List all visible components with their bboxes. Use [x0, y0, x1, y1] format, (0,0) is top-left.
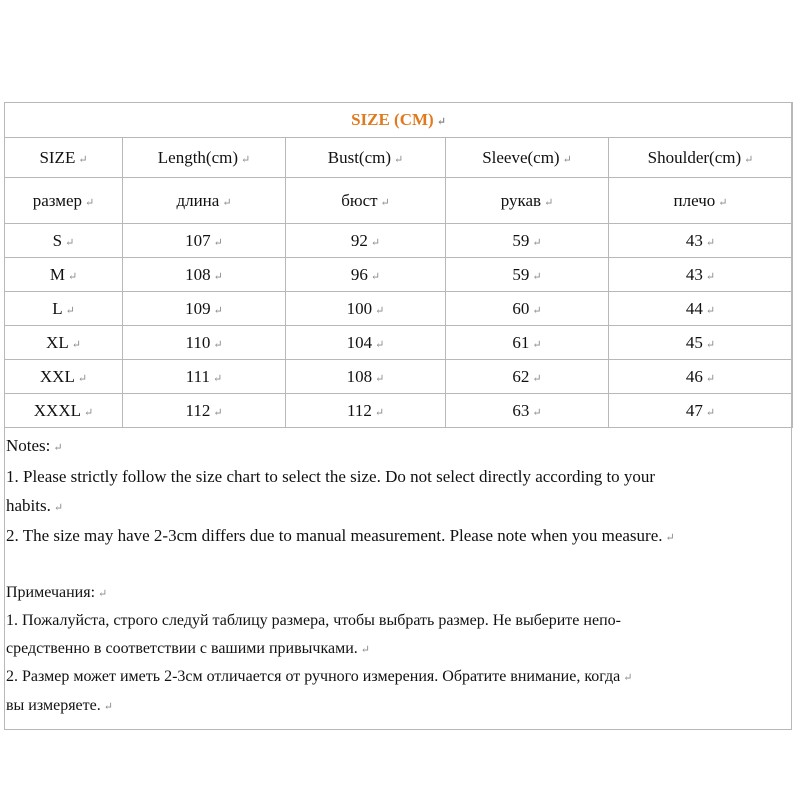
table-cell: S ↵	[5, 224, 123, 258]
table-cell: XL ↵	[5, 326, 123, 360]
table-cell: 110 ↵	[123, 326, 286, 360]
table-cell: XXL ↵	[5, 360, 123, 394]
paragraph-mark-icon: ↵	[222, 196, 232, 209]
table-cell: 46 ↵	[609, 360, 793, 394]
table-cell: 112 ↵	[123, 394, 286, 428]
header-row	[5, 138, 793, 178]
table-row	[5, 292, 793, 326]
note-en-2: 2. The size may have 2-3cm differs due to manual measurement. Please note when you measure. ↵	[6, 526, 675, 545]
paragraph-mark-icon: ↵	[705, 304, 716, 317]
paragraph-mark-icon: ↵	[65, 304, 75, 317]
paragraph-mark-icon: ↵	[53, 502, 64, 514]
paragraph-mark-icon: ↵	[705, 338, 716, 351]
paragraph-mark-icon: ↵	[718, 196, 728, 209]
paragraph-mark-icon: ↵	[532, 236, 542, 249]
paragraph-mark-icon: ↵	[705, 270, 716, 283]
paragraph-mark-icon: ↵	[103, 701, 113, 713]
table-cell: 111 ↵	[123, 360, 286, 394]
paragraph-mark-icon: ↵	[562, 153, 572, 166]
paragraph-mark-icon: ↵	[532, 304, 542, 317]
paragraph-mark-icon: ↵	[375, 372, 385, 385]
table-cell: 109 ↵	[123, 292, 286, 326]
paragraph-mark-icon: ↵	[360, 644, 371, 656]
table-cell: 104 ↵	[286, 326, 446, 360]
header-cell: SIZE ↵	[5, 138, 123, 178]
paragraph-mark-icon: ↵	[85, 196, 95, 209]
table-cell: 108 ↵	[286, 360, 446, 394]
header-cell-ru: рукав ↵	[446, 178, 609, 224]
paragraph-mark-icon: ↵	[705, 406, 716, 419]
paragraph-mark-icon: ↵	[241, 153, 251, 166]
header-cell: Shoulder(cm) ↵	[609, 138, 793, 178]
table-cell: 100 ↵	[286, 292, 446, 326]
paragraph-mark-icon: ↵	[213, 270, 223, 283]
paragraph-mark-icon: ↵	[532, 338, 542, 351]
paragraph-mark-icon: ↵	[394, 153, 404, 166]
paragraph-mark-icon: ↵	[77, 372, 88, 385]
size-chart-table	[4, 102, 793, 428]
table-cell: 45 ↵	[609, 326, 793, 360]
note-en-1: 1. Please strictly follow the size chart to select the size. Do not select directly according to your	[6, 467, 656, 486]
paragraph-mark-icon: ↵	[213, 372, 223, 385]
table-title: SIZE (CM)	[351, 110, 434, 129]
table-cell: 62 ↵	[446, 360, 609, 394]
note-ru-2-cont: вы измеряете. ↵	[6, 697, 113, 714]
paragraph-mark-icon: ↵	[213, 406, 223, 419]
paragraph-mark-icon: ↵	[67, 270, 78, 283]
paragraph-mark-icon: ↵	[370, 270, 381, 283]
paragraph-mark-icon: ↵	[705, 236, 716, 249]
table-cell: 61 ↵	[446, 326, 609, 360]
table-cell: 92 ↵	[286, 224, 446, 258]
table-cell: M ↵	[5, 258, 123, 292]
paragraph-mark-icon: ↵	[53, 442, 63, 454]
paragraph-mark-icon: ↵	[370, 236, 381, 249]
notes-heading-ru: Примечания: ↵	[6, 584, 108, 601]
table-cell: 47 ↵	[609, 394, 793, 428]
table-cell: 107 ↵	[123, 224, 286, 258]
paragraph-mark-icon: ↵	[436, 116, 446, 128]
table-cell: 108 ↵	[123, 258, 286, 292]
table-cell: 44 ↵	[609, 292, 793, 326]
table-cell: 63 ↵	[446, 394, 609, 428]
table-row	[5, 326, 793, 360]
paragraph-mark-icon: ↵	[78, 153, 88, 166]
paragraph-mark-icon: ↵	[665, 532, 675, 544]
table-cell: 59 ↵	[446, 258, 609, 292]
header-cell: Length(cm) ↵	[123, 138, 286, 178]
paragraph-mark-icon: ↵	[213, 236, 223, 249]
paragraph-mark-icon: ↵	[213, 304, 223, 317]
table-cell: 59 ↵	[446, 224, 609, 258]
paragraph-mark-icon: ↵	[623, 672, 633, 684]
note-ru-1: 1. Пожалуйста, строго следуй таблицу размера, чтобы выбрать размер. Не выберите непо-	[6, 612, 621, 629]
paragraph-mark-icon: ↵	[213, 338, 223, 351]
note-ru-1-cont: средственно в соответствии с вашими привычками. ↵	[6, 640, 371, 657]
notes-heading-en: Notes: ↵	[6, 436, 63, 455]
paragraph-mark-icon: ↵	[705, 372, 716, 385]
header-cell: Bust(cm) ↵	[286, 138, 446, 178]
paragraph-mark-icon: ↵	[744, 153, 754, 166]
paragraph-mark-icon: ↵	[532, 406, 542, 419]
note-ru-2: 2. Размер может иметь 2-3см отличается от ручного измерения. Обратите внимание, когда ↵	[6, 668, 633, 685]
header-cell-ru: плечо ↵	[609, 178, 793, 224]
paragraph-mark-icon: ↵	[544, 196, 554, 209]
paragraph-mark-icon: ↵	[375, 338, 385, 351]
note-en-1-cont: habits. ↵	[6, 496, 64, 515]
paragraph-mark-icon: ↵	[380, 196, 390, 209]
table-cell: 43 ↵	[609, 224, 793, 258]
header-row-russian	[5, 178, 793, 224]
table-cell: 43 ↵	[609, 258, 793, 292]
paragraph-mark-icon: ↵	[532, 270, 542, 283]
table-cell: 112 ↵	[286, 394, 446, 428]
table-cell: 60 ↵	[446, 292, 609, 326]
header-cell-ru: бюст ↵	[286, 178, 446, 224]
table-row	[5, 258, 793, 292]
paragraph-mark-icon: ↵	[84, 406, 94, 419]
header-cell-ru: размер ↵	[5, 178, 123, 224]
table-row	[5, 360, 793, 394]
header-cell-ru: длина ↵	[123, 178, 286, 224]
table-cell: XXXL ↵	[5, 394, 123, 428]
paragraph-mark-icon: ↵	[375, 304, 385, 317]
table-row	[5, 394, 793, 428]
paragraph-mark-icon: ↵	[374, 406, 385, 419]
table-row	[5, 224, 793, 258]
table-cell: 96 ↵	[286, 258, 446, 292]
table-title-cell	[5, 103, 793, 138]
paragraph-mark-icon: ↵	[98, 588, 108, 600]
paragraph-mark-icon: ↵	[71, 338, 81, 351]
paragraph-mark-icon: ↵	[532, 372, 542, 385]
table-cell: L ↵	[5, 292, 123, 326]
paragraph-mark-icon: ↵	[65, 236, 75, 249]
header-cell: Sleeve(cm) ↵	[446, 138, 609, 178]
